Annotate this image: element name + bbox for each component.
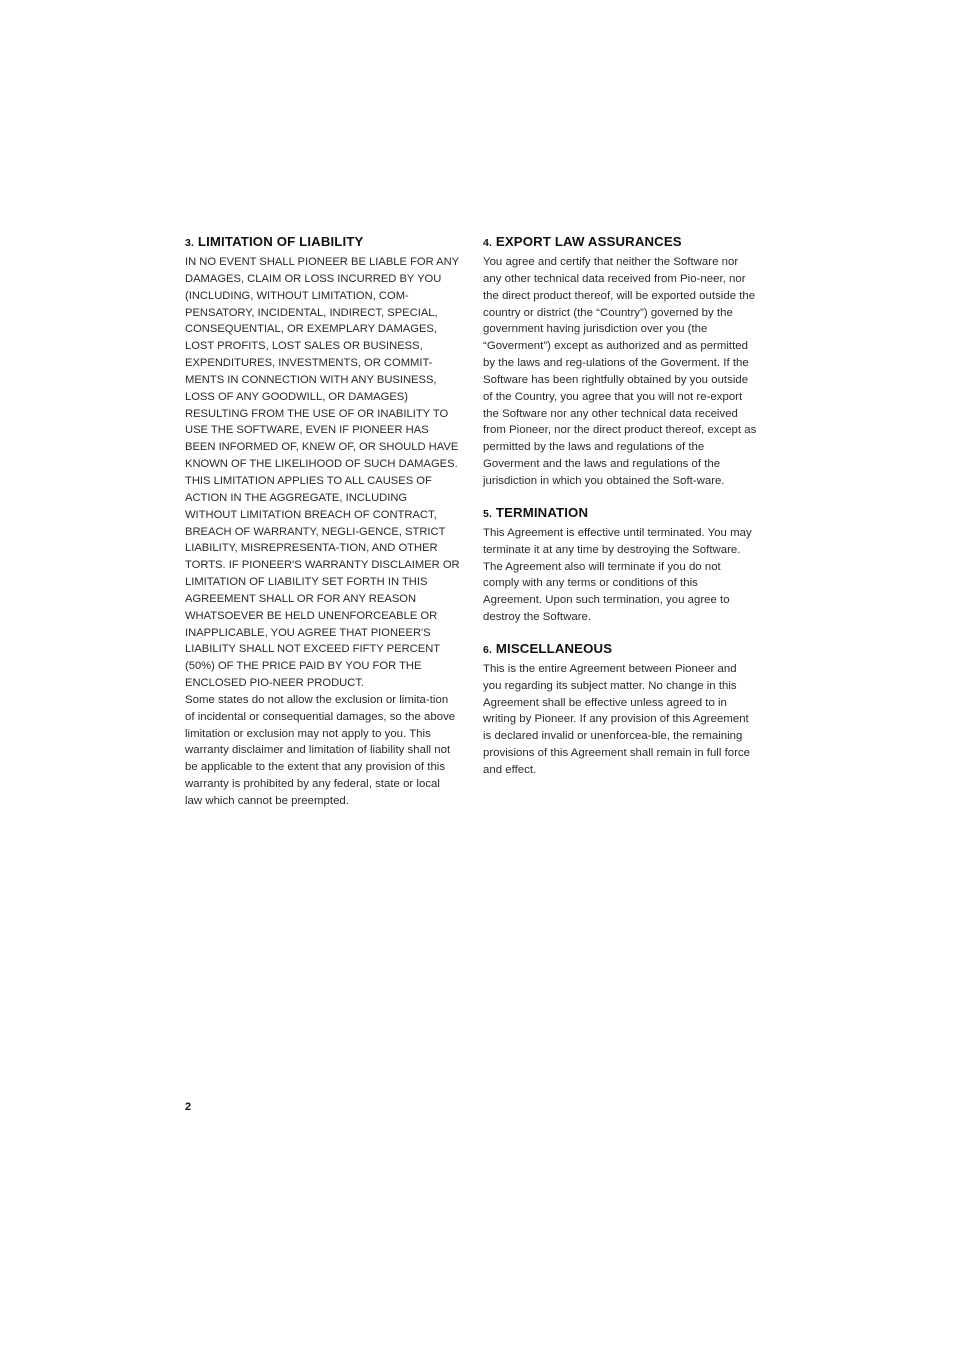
- section-title: LIMITATION OF LIABILITY: [197, 234, 364, 249]
- left-column: [185, 233, 460, 824]
- section-number: 5.: [483, 507, 493, 520]
- section-export-law-assurances: [483, 233, 758, 490]
- section-termination: [483, 504, 758, 626]
- section-heading: [185, 233, 460, 252]
- export-paragraph: You agree and certify that neither the Software nor any other technical data received from Pio-neer, nor the direct product thereof, will be exported outside the country or district (the “Country”) governed by the government having jurisdiction over you (the “Goverment”) except as authorized and as permitted by the laws and reg-ulations of the Goverment. If the Software has been rightfully obtained by you outside of the Country, you agree that you will not re-export the Software nor any other technical data received from Pioneer, nor the direct product thereof, except as permitted by the laws and regulations of the Goverment and the laws and regulations of the jurisdiction in which you obtained the Soft-ware.: [483, 256, 757, 487]
- liability-paragraph: Some states do not allow the exclusion or limita-tion of incidental or consequential damages, so the above limitation or exclusion may not apply to you. This warranty disclaimer and limitation of liability shall not be applicable to the extent that any provision of this warranty is prohibited by any federal, state or local law which cannot be preempted.: [185, 693, 456, 807]
- section-miscellaneous: [483, 640, 758, 779]
- section-title: TERMINATION: [495, 504, 589, 520]
- right-column: [483, 233, 758, 793]
- liability-caps-paragraph: IN NO EVENT SHALL PIONEER BE LIABLE FOR ANY DAMAGES, CLAIM OR LOSS INCURRED BY YOU (INCLUDING, WITHOUT LIMITATION, COM-PENSATORY, INCIDENTAL, INDIRECT, SPECIAL, CONSEQUENTIAL, OR EXEMPLARY DAMAGES, LOST PROFITS, LOST SALES OR BUSINESS, EXPENDITURES, INVESTMENTS, OR COMMIT-MENTS IN CONNECTION WITH ANY BUSINESS, LOSS OF ANY GOODWILL, OR DAMAGES) RESULTING FROM THE USE OF OR INABILITY TO USE THE SOFTWARE, EVEN IF PIONEER HAS BEEN INFORMED OF, KNEW OF, OR SHOULD HAVE KNOWN OF THE LIKELIHOOD OF SUCH DAMAGES. THIS LIMITATION APPLIES TO ALL CAUSES OF ACTION IN THE AGGREGATE, INCLUDING WITHOUT LIMITATION BREACH OF CONTRACT, BREACH OF WARRANTY, NEGLI-GENCE, STRICT LIABILITY, MISREPRESENTA-TION, AND OTHER TORTS. IF PIONEER'S WARRANTY DISCLAIMER OR LIMITATION OF LIABILITY SET FORTH IN THIS AGREEMENT SHALL OR FOR ANY REASON WHATSOEVER BE HELD UNENFORCEABLE OR INAPPLICABLE, YOU AGREE THAT PIONEER'S LIABILITY SHALL NOT EXCEED FIFTY PERCENT (50%) OF THE PRICE PAID BY YOU FOR THE ENCLOSED PIO-NEER PRODUCT.: [185, 256, 460, 690]
- page-number: 2: [185, 1101, 192, 1113]
- section-limitation-of-liability: [185, 233, 460, 810]
- section-heading: [483, 640, 758, 659]
- section-number: 6.: [483, 643, 493, 656]
- termination-paragraph: This Agreement is effective until terminated. You may terminate it at any time by destroying the Software. The Agreement also will terminate if you do not comply with any terms or conditions of this Agreement. Upon such termination, you agree to destroy the Software.: [483, 526, 752, 624]
- miscellaneous-paragraph: This is the entire Agreement between Pioneer and you regarding its subject matter. No change in this Agreement shall be effective unless agreed to in writing by Pioneer. If any provision of this Agreement is declared invalid or unenforcea-ble, the remaining provisions of this Agreement shall remain in full force and effect.: [483, 662, 751, 776]
- section-title: MISCELLANEOUS: [495, 640, 613, 656]
- section-heading: [483, 504, 758, 523]
- section-number: 4.: [483, 237, 493, 249]
- section-title: EXPORT LAW ASSURANCES: [495, 234, 682, 249]
- section-heading: [483, 233, 758, 252]
- section-number: 3.: [185, 237, 195, 249]
